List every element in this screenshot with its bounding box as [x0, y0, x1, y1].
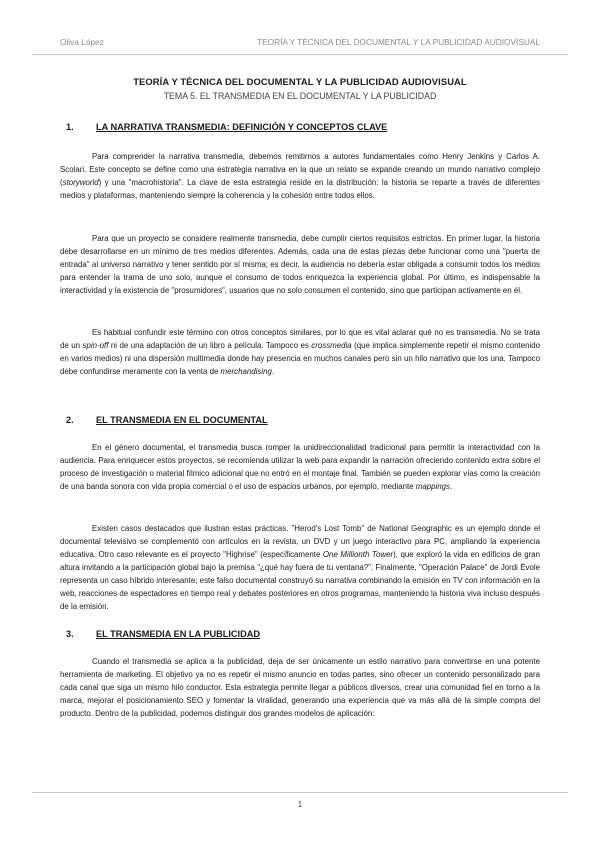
paragraph: Es habitual confundir este término con otros conceptos similares, por lo que es vital aclarar qué no es transmedia. No se trata de un spin-off ni de una adaptación de un libro a película. Tampoco es crossmedia (que implica simplemente repetir el mismo contenido en varios medios) ni una dispersión multimedia donde hay presencia en muchos canales pero sin un hilo narrativo que los una. Tampoco debe confundirse meramente con la venta de merchandising.	[60, 328, 541, 376]
section-title: EL TRANSMEDIA EN EL DOCUMENTAL	[96, 415, 268, 425]
document-title: TEORÍA Y TÉCNICA DEL DOCUMENTAL Y LA PUBLICIDAD AUDIOVISUAL	[133, 76, 467, 87]
section-title: LA NARRATIVA TRANSMEDIA: DEFINICIÓN Y CONCEPTOS CLAVE	[96, 122, 388, 132]
header-divider	[32, 54, 568, 55]
section-number: 1.	[66, 122, 74, 132]
section-number: 2.	[66, 415, 74, 425]
footer-divider	[32, 792, 568, 793]
paragraph: En el género documental, el transmedia busca romper la unidireccionalidad tradicional para permitir la interactividad con la audiencia. Para enriquecer estos proyectos, se recomienda utilizar la web para expandir la narración ofreciendo contenido extra sobre el proceso de investigación o material fílmico adicional que no entró en el montaje final. También se pueden explorar vías como la creación de una banda sonora con vida propia comercial o el uso de espacios urbanos, por ejemplo, mediante mappings.	[60, 443, 540, 491]
paragraph: Existen casos destacados que ilustran estas prácticas. "Herod's Lost Tomb" de National Geographic es un ejemplo donde el documental televisivo se complementó con artículos en la revista, un DVD y un juego interactivo para PC, ampliando la experiencia educativa. Otro caso relevante es el proyecto "Highrise" (específicamente One Millionth Tower), que exploró la vida en edificios de gran altura invitando a la participación global bajo la premisa "¿qué hay fuera de tu ventana?". Finalmente, "Operación Palace" de Jordi Évole representa un caso híbrido interesante; este falso documental construyó su narrativa combinando la emisión en TV con información en la web, reacciones de espectadores en tiempo real y debates posteriores en otros programas, manteniendo la historia viva incluso después de la emisión.	[60, 524, 540, 611]
section-title: EL TRANSMEDIA EN LA PUBLICIDAD	[96, 629, 261, 639]
header-author: Oliva López	[60, 37, 104, 47]
section-heading-1	[60, 122, 540, 132]
page-number: 1	[297, 800, 303, 809]
page-header	[60, 37, 540, 47]
section-heading-2	[60, 415, 540, 425]
paragraph: Cuando el transmedia se aplica a la publicidad, deja de ser únicamente un estilo narrativo para convertirse en una potente herramienta de marketing. El objetivo ya no es repetir el mismo anuncio en todas partes, sino ofrecer un contenido personalizado para cada canal que siga un mismo hilo conductor. Esta estrategia permite llegar a públicos diversos, crear una comunidad fiel en torno a la marca, mejorar el posicionamiento SEO y fomentar la viralidad, generando una experiencia que va más allá de la simple compra del producto. Dentro de la publicidad, podemos distinguir dos grandes modelos de aplicación:	[60, 657, 540, 718]
paragraph: Para comprender la narrativa transmedia, debemos remitirnos a autores fundamentales como Henry Jenkins y Carlos A. Scolari. Este concepto se define como una estrategia narrativa en la que un relato se expande creando un mundo narrativo complejo (storyworld) y una "macrohistoria". La clave de esta estrategia reside en la distribución: la historia se reparte a través de diferentes medios y plataformas, manteniendo siempre la coherencia y la cohesión entre todos ellos.	[60, 152, 540, 200]
section-number: 3.	[66, 629, 74, 639]
section-heading-3	[60, 629, 540, 639]
document-subtitle: TEMA 5. EL TRANSMEDIA EN EL DOCUMENTAL Y LA PUBLICIDAD	[163, 91, 437, 101]
header-course: TEORÍA Y TÉCNICA DEL DOCUMENTAL Y LA PUBLICIDAD AUDIOVISUAL	[257, 37, 540, 47]
paragraph: Para que un proyecto se considere realmente transmedia, debe cumplir ciertos requisitos estrictos. En primer lugar, la historia debe desarrollarse en un mínimo de tres medios diferentes. Además, cada una de estas piezas debe funcionar como una "puerta de entrada" al universo narrativo y tener sentido por sí misma; es decir, la audiencia no debería estar obligada a consumir todos los medios para entender la trama de uno solo, aunque el consumo de todos enriquezca la experiencia global. Por último, es indispensable la interactividad y la existencia de "prosumidores", usuarios que no solo consumen el contenido, sino que participan activamente en él.	[60, 234, 540, 295]
